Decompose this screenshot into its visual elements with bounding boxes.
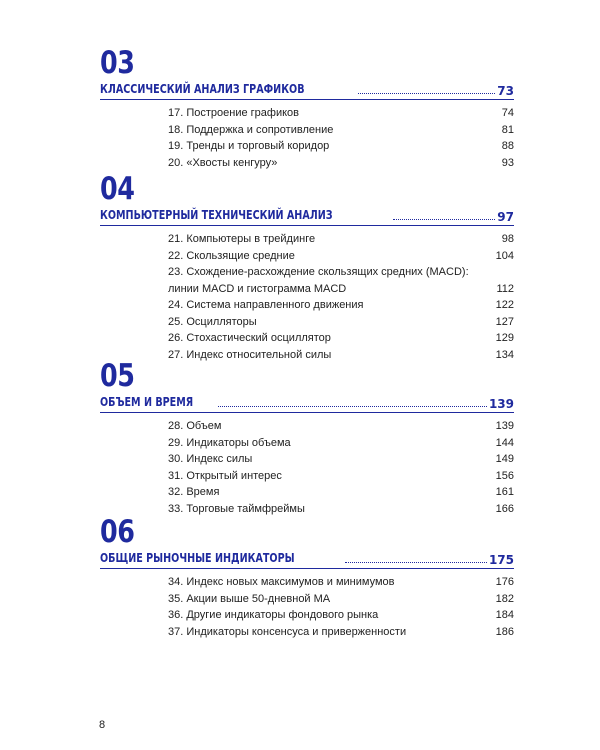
chapter-entry[interactable] bbox=[168, 574, 514, 591]
chapter-page-number: 139 bbox=[495, 420, 514, 432]
chapter-entry[interactable] bbox=[168, 105, 514, 122]
chapter-entry[interactable] bbox=[168, 264, 514, 297]
chapter-page-number: 81 bbox=[501, 123, 514, 136]
chapter-entry[interactable] bbox=[168, 418, 514, 435]
chapter-title: 23. Схождение-расхождение скользящих средних (MACD): линии MACD и гистограмма MACD bbox=[168, 266, 469, 295]
chapter-entry[interactable] bbox=[168, 484, 514, 501]
chapter-entry[interactable] bbox=[168, 122, 514, 139]
chapter-page-number: 161 bbox=[495, 486, 514, 498]
chapter-title: 36. Другие индикаторы фондового рынка bbox=[168, 609, 379, 621]
toc-section bbox=[100, 171, 514, 363]
dot-leader bbox=[345, 561, 487, 563]
section-page-number: 139 bbox=[488, 397, 514, 411]
chapter-title: 31. Открытый интерес bbox=[168, 469, 282, 482]
chapter-page-number: 104 bbox=[495, 249, 514, 262]
chapter-title: 22. Скользящие средние bbox=[168, 249, 295, 262]
section-heading[interactable] bbox=[100, 549, 514, 567]
chapter-page-number: 98 bbox=[501, 233, 514, 245]
chapter-title: 21. Компьютеры в трейдинге bbox=[168, 233, 316, 245]
chapter-title: 17. Построение графиков bbox=[168, 107, 299, 119]
chapter-page-number: 156 bbox=[495, 469, 514, 482]
chapter-title: 34. Индекс новых максимумов и минимумов bbox=[168, 576, 395, 588]
chapter-entry[interactable] bbox=[168, 468, 514, 485]
chapter-title: 24. Система направленного движения bbox=[168, 299, 364, 311]
chapter-page-number: 182 bbox=[495, 592, 514, 605]
chapter-entry[interactable] bbox=[168, 297, 514, 314]
chapter-list bbox=[100, 231, 514, 363]
chapter-page-number: 184 bbox=[495, 609, 514, 621]
toc-section bbox=[100, 514, 514, 640]
chapter-title: 37. Индикаторы консенсуса и приверженности bbox=[168, 625, 407, 638]
section-heading[interactable] bbox=[100, 80, 514, 98]
section-rule bbox=[100, 412, 514, 413]
section-number: 05 bbox=[100, 358, 135, 394]
chapter-title: 28. Объем bbox=[168, 420, 222, 432]
section-page-number: 175 bbox=[488, 553, 514, 567]
chapter-title: 18. Поддержка и сопротивление bbox=[168, 123, 334, 136]
page-number: 8 bbox=[99, 719, 106, 731]
section-title: ОБЪЕМ И ВРЕМЯ bbox=[100, 395, 194, 409]
chapter-title: 29. Индикаторы объема bbox=[168, 436, 291, 449]
chapter-page-number: 127 bbox=[495, 315, 514, 328]
chapter-list bbox=[100, 105, 514, 171]
chapter-entry[interactable] bbox=[168, 155, 514, 172]
chapter-entry[interactable] bbox=[168, 248, 514, 265]
chapter-list bbox=[100, 418, 514, 517]
chapter-entry[interactable] bbox=[168, 624, 514, 641]
chapter-page-number: 186 bbox=[495, 625, 514, 638]
section-page-number: 97 bbox=[497, 210, 514, 224]
section-title: КЛАССИЧЕСКИЙ АНАЛИЗ ГРАФИКОВ bbox=[100, 82, 305, 96]
section-heading[interactable] bbox=[100, 206, 514, 224]
chapter-page-number: 134 bbox=[495, 348, 514, 361]
chapter-title: 26. Стохастический осциллятор bbox=[168, 332, 331, 344]
toc-section bbox=[100, 45, 514, 171]
chapter-page-number: 88 bbox=[501, 140, 514, 152]
chapter-title: 30. Индекс силы bbox=[168, 453, 253, 465]
section-rule bbox=[100, 99, 514, 100]
dot-leader bbox=[393, 218, 496, 220]
chapter-list bbox=[100, 574, 514, 640]
section-rule bbox=[100, 568, 514, 569]
section-page-number: 73 bbox=[497, 84, 514, 98]
section-heading[interactable] bbox=[100, 393, 514, 411]
chapter-entry[interactable] bbox=[168, 435, 514, 452]
chapter-page-number: 112 bbox=[496, 282, 514, 295]
section-rule bbox=[100, 225, 514, 226]
dot-leader bbox=[218, 405, 486, 407]
section-number: 06 bbox=[100, 514, 135, 550]
chapter-entry[interactable] bbox=[168, 138, 514, 155]
chapter-title: 27. Индекс относительной силы bbox=[168, 348, 332, 361]
chapter-page-number: 176 bbox=[495, 576, 514, 588]
section-title: КОМПЬЮТЕРНЫЙ ТЕХНИЧЕСКИЙ АНАЛИЗ bbox=[100, 208, 333, 222]
chapter-title: 19. Тренды и торговый коридор bbox=[168, 140, 330, 152]
chapter-page-number: 93 bbox=[501, 156, 514, 169]
chapter-entry[interactable] bbox=[168, 591, 514, 608]
chapter-entry[interactable] bbox=[168, 231, 514, 248]
chapter-page-number: 129 bbox=[495, 332, 514, 344]
chapter-entry[interactable] bbox=[168, 314, 514, 331]
chapter-entry[interactable] bbox=[168, 607, 514, 624]
toc-section bbox=[100, 358, 514, 517]
chapter-title: 35. Акции выше 50-дневной MA bbox=[168, 592, 331, 605]
chapter-entry[interactable] bbox=[168, 501, 514, 518]
chapter-page-number: 166 bbox=[495, 502, 514, 515]
chapter-page-number: 144 bbox=[495, 436, 514, 449]
chapter-entry[interactable] bbox=[168, 330, 514, 347]
section-title: ОБЩИЕ РЫНОЧНЫЕ ИНДИКАТОРЫ bbox=[100, 551, 295, 565]
section-number: 04 bbox=[100, 171, 135, 207]
chapter-page-number: 122 bbox=[495, 299, 514, 311]
chapter-title: 20. «Хвосты кенгуру» bbox=[168, 156, 278, 169]
section-number: 03 bbox=[100, 45, 135, 81]
chapter-entry[interactable] bbox=[168, 451, 514, 468]
chapter-title: 33. Торговые таймфреймы bbox=[168, 502, 305, 515]
chapter-title: 25. Осцилляторы bbox=[168, 315, 257, 328]
chapter-page-number: 74 bbox=[501, 107, 514, 119]
dot-leader bbox=[358, 92, 496, 94]
chapter-page-number: 149 bbox=[495, 453, 514, 465]
chapter-title: 32. Время bbox=[168, 486, 220, 498]
